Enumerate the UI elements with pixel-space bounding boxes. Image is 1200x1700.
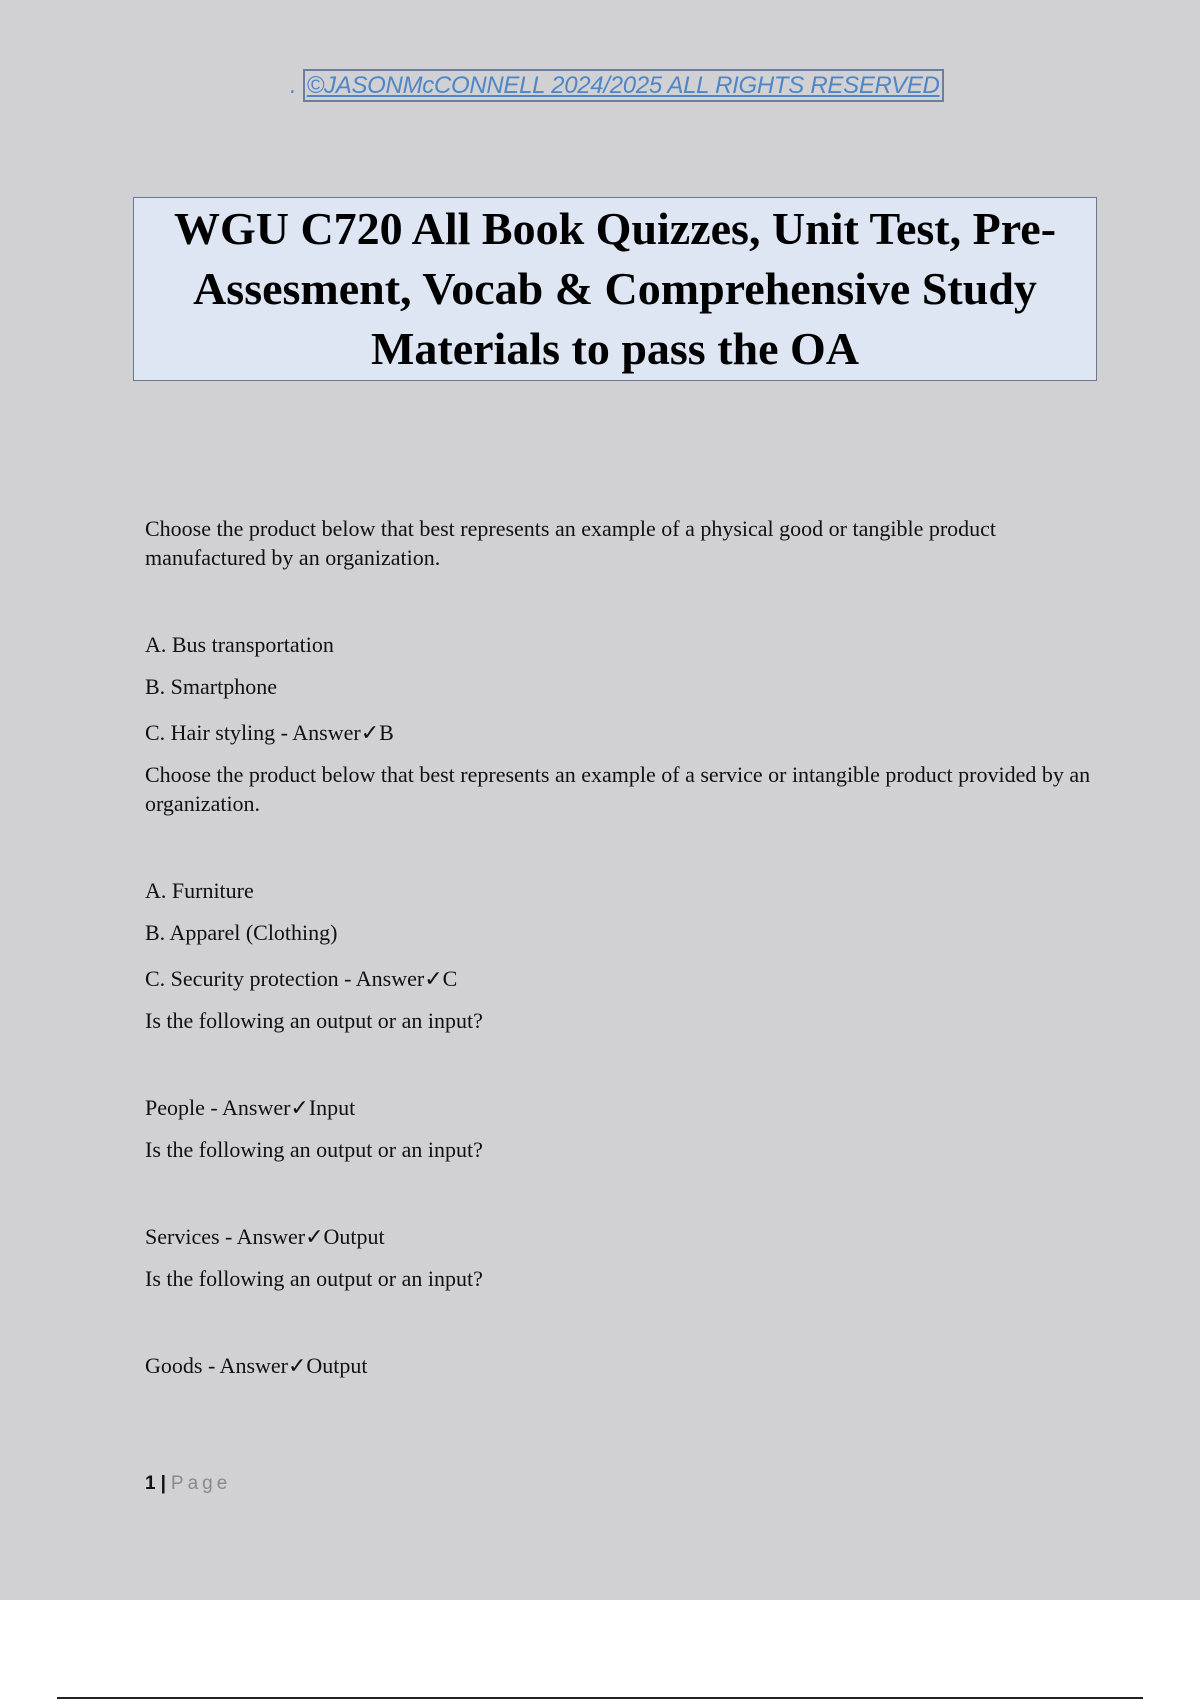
next-page-divider [57, 1697, 1143, 1699]
answer-option: A. Bus transportation [145, 632, 334, 657]
answer-option-with-answer: C. Security protection - Answer✓C [145, 966, 458, 991]
page-label: Page [170, 1473, 232, 1494]
question-prompt: Is the following an output or an input? [145, 1137, 483, 1162]
leading-dot: . [290, 72, 297, 99]
document-title: WGU C720 All Book Quizzes, Unit Test, Pre-Assesment, Vocab & Comprehensive Study Materials to pass the OA [173, 203, 1057, 374]
answer-line: Services - Answer✓Output [145, 1224, 385, 1249]
page-footer [145, 1473, 231, 1495]
title-box [133, 197, 1097, 381]
answer-option: B. Apparel (Clothing) [145, 920, 338, 945]
footer-separator: | [160, 1473, 166, 1494]
question-prompt: Choose the product below that best represents an example of a physical good or tangible product manufactured by an organization. [145, 516, 997, 570]
answer-line: Goods - Answer✓Output [145, 1353, 368, 1378]
answer-option-with-answer: C. Hair styling - Answer✓B [145, 720, 394, 745]
question-list [145, 514, 1095, 1380]
page-number: 1 [145, 1473, 156, 1494]
answer-line: People - Answer✓Input [145, 1095, 356, 1120]
question-prompt: Is the following an output or an input? [145, 1008, 483, 1033]
question-prompt: Choose the product below that best represents an example of a service or intangible product provided by an organization. [145, 762, 1091, 816]
copyright-notice [290, 72, 944, 100]
copyright-text: ©JASONMcCONNELL 2024/2025 ALL RIGHTS RESERVED [303, 69, 944, 102]
question-prompt: Is the following an output or an input? [145, 1266, 483, 1291]
answer-option: B. Smartphone [145, 674, 277, 699]
answer-option: A. Furniture [145, 878, 254, 903]
